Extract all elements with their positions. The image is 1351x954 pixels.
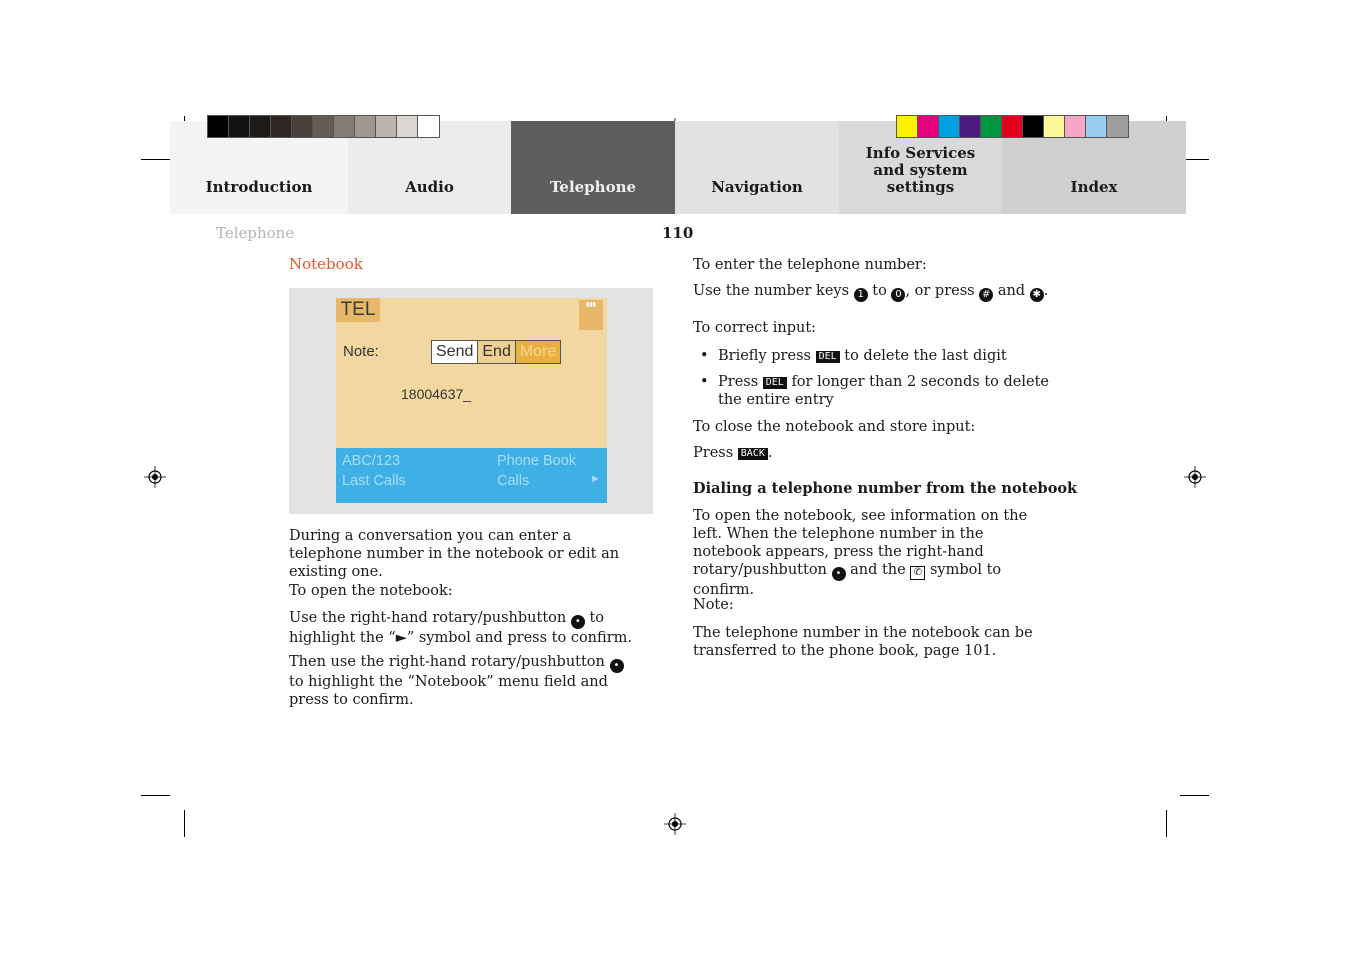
registration-mark-icon (1184, 466, 1206, 488)
colour-swatch (981, 116, 1002, 137)
end-button: End (478, 341, 515, 363)
grey-swatch (355, 116, 376, 137)
signal-icon: ▮▮▮ (579, 300, 603, 330)
close-notebook-title: To close the notebook and store input: (693, 419, 976, 435)
crop-mark (1166, 810, 1167, 837)
bullet-marker: • (700, 348, 709, 364)
key-hash-icon: # (979, 288, 993, 302)
running-head: Telephone (216, 224, 295, 242)
grey-swatch (418, 116, 439, 137)
del-key-icon: DEL (816, 351, 840, 363)
colour-swatch (1107, 116, 1128, 137)
tab-navigation[interactable]: Navigation (675, 121, 839, 214)
enter-number-title: To enter the telephone number: (693, 257, 927, 273)
page-number: 110 (662, 224, 694, 242)
tab-introduction[interactable]: Introduction (170, 121, 348, 214)
open-step-1: Use the right-hand rotary/pushbutton • to highlight the “►” symbol and press to confirm. (289, 610, 632, 646)
enter-number-instruction: Use the number keys 1 to 0 , or press # and ✱ . (693, 283, 1049, 300)
correct-step-1: Briefly press DEL to delete the last digit (718, 348, 1007, 364)
correct-step-2: Press DEL for longer than 2 seconds to delete the entire entry (718, 374, 1049, 408)
del-key-icon: DEL (763, 377, 787, 389)
colour-swatch (1002, 116, 1023, 137)
display-screen (336, 298, 607, 503)
colour-swatch (960, 116, 981, 137)
grey-swatch (334, 116, 355, 137)
menu-phone-book: Phone Book (497, 453, 577, 469)
grey-swatch (397, 116, 418, 137)
rotary-pushbutton-icon: • (571, 615, 585, 629)
grey-swatch (376, 116, 397, 137)
tab-audio[interactable]: Audio (348, 121, 511, 214)
colour-swatch (1044, 116, 1065, 137)
bullet-marker: • (700, 374, 709, 390)
note-text: The telephone number in the notebook can be transferred to the phone book, page 101. (693, 625, 1033, 659)
grey-swatch (271, 116, 292, 137)
tab-index[interactable]: Index (1002, 121, 1186, 214)
phone-symbol-icon: ✆ (910, 566, 925, 580)
tab-telephone[interactable]: Telephone (511, 121, 675, 214)
close-notebook-step: Press BACK . (693, 445, 773, 461)
tab-info-services[interactable]: Info Services and system settings (839, 121, 1002, 214)
more-button: More (516, 341, 560, 363)
crop-mark (141, 795, 170, 796)
crop-mark (1180, 795, 1209, 796)
grey-swatch (250, 116, 271, 137)
intro-paragraph: During a conversation you can enter a telephone number in the notebook or edit an existing one. (289, 528, 620, 580)
section-title: Notebook (289, 255, 363, 273)
menu-abc123: ABC/123 (342, 453, 401, 469)
screen-illustration (289, 288, 653, 514)
key-star-icon: ✱ (1030, 288, 1044, 302)
colour-swatch (1086, 116, 1107, 137)
tel-label: TEL (336, 298, 380, 322)
colour-calibration-bar (896, 115, 1129, 138)
back-key-icon: BACK (738, 448, 768, 460)
open-notebook-title: To open the notebook: (289, 583, 453, 599)
screen-button-bar (431, 340, 561, 364)
rotary-pushbutton-icon: • (610, 659, 624, 673)
open-step-2: Then use the right-hand rotary/pushbutton • to highlight the “Notebook” menu field and press to confirm. (289, 653, 629, 709)
crop-mark (141, 159, 170, 160)
menu-last-calls: Last Calls (342, 473, 406, 489)
colour-swatch (1023, 116, 1044, 137)
send-button: Send (432, 341, 478, 363)
registration-mark-icon (144, 466, 166, 488)
arrow-right-icon: ► (590, 473, 601, 485)
screen-menu-bar (336, 448, 607, 503)
grey-swatch (292, 116, 313, 137)
grey-colour-bar (207, 115, 440, 138)
dial-paragraph: To open the notebook, see information on the left. When the telephone number in the notebook appears, press the right-hand rotary/pushbutton • and the ✆ symbol to confirm. (693, 508, 1028, 598)
dial-heading: Dialing a telephone number from the notebook (693, 480, 1078, 497)
colour-swatch (918, 116, 939, 137)
menu-calls: Calls (497, 473, 530, 489)
key-1-icon: 1 (854, 288, 868, 302)
entered-number: 18004637_ (401, 386, 472, 402)
colour-swatch (939, 116, 960, 137)
grey-swatch (229, 116, 250, 137)
grey-swatch (208, 116, 229, 137)
colour-swatch (1065, 116, 1086, 137)
note-label: Note: (693, 597, 734, 613)
correct-input-title: To correct input: (693, 320, 817, 336)
grey-swatch (313, 116, 334, 137)
note-label: Note: (343, 343, 379, 360)
crop-mark (184, 810, 185, 837)
key-0-icon: 0 (891, 288, 905, 302)
rotary-pushbutton-icon: • (832, 567, 846, 581)
registration-mark-icon (664, 813, 686, 835)
colour-swatch (897, 116, 918, 137)
